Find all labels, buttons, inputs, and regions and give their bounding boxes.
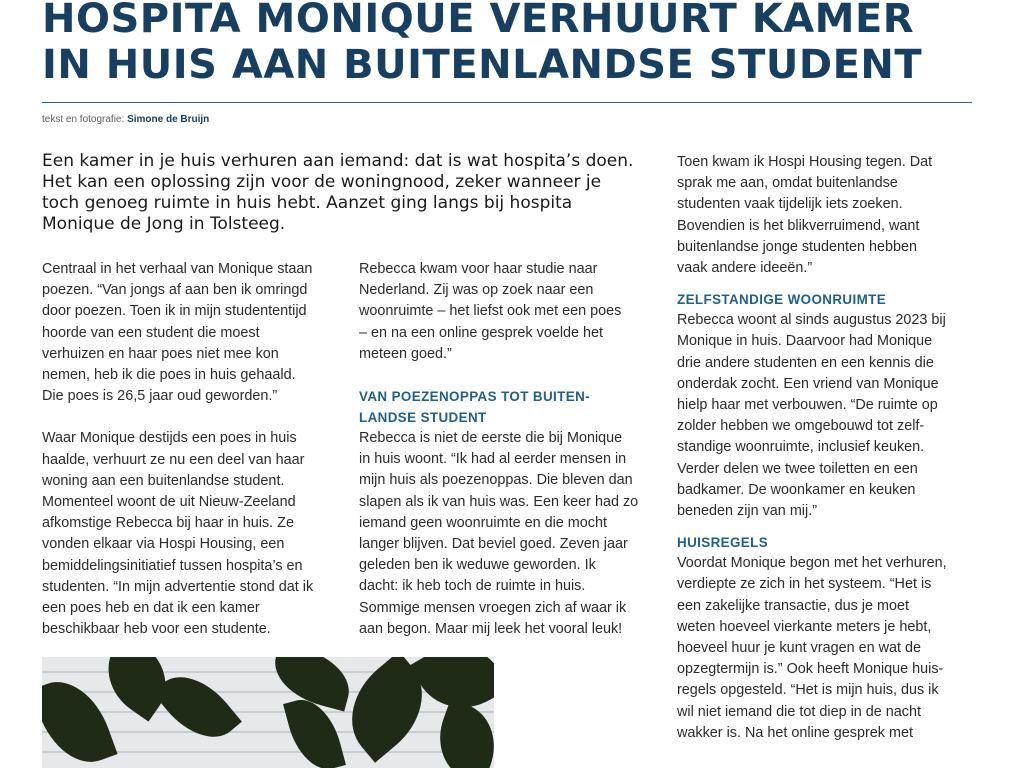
heading-line: LANDSE STUDENT: [359, 410, 487, 426]
intro-line: Het kan een oplossing zijn voor de woningnood, zeker wanneer je: [42, 172, 602, 192]
text-line: Monique in huis. Daarvoor had Monique: [677, 333, 933, 350]
text-line: geleden ben ik weduwe geworden. Ik: [359, 557, 596, 574]
body-paragraph: [677, 152, 977, 279]
section-heading: [359, 386, 659, 428]
intro-line: toch genoeg ruimte in huis hebt. Aanzet ging langs bij hospita: [42, 193, 573, 213]
text-line: studenten. “In mijn advertentie stond dat ik: [42, 578, 314, 595]
text-line: – en na een online gesprek voelde het: [359, 324, 604, 341]
leaf-shape: [427, 699, 494, 768]
text-line: opzegtermijn is.” Ook heeft Monique huis-: [677, 661, 944, 678]
text-line: weten hoeveel vierkante meters je hebt,: [677, 618, 932, 635]
leaf-shape: [42, 669, 118, 768]
intro-line: Monique de Jong in Tolsteeg.: [42, 214, 286, 234]
text-line: Die poes is 26,5 jaar oud geworden.”: [42, 388, 278, 405]
body-paragraph: [677, 553, 977, 744]
text-line: aan begon. Maar mij leek het vooral leuk!: [359, 620, 623, 637]
heading-line: HUISREGELS: [677, 535, 769, 551]
byline: [42, 114, 209, 125]
text-line: langer blijven. Dat beviel goed. Zeven jaar: [359, 536, 628, 553]
text-line: Rebecca is niet de eerste die bij Monique: [359, 430, 623, 447]
text-line: Waar Monique destijds een poes in huis: [42, 430, 297, 447]
article-column-3: [677, 152, 977, 744]
text-line: onderdak zocht. Een vriend van Monique: [677, 375, 939, 392]
heading-line: ZELFSTANDIGE WOONRUIMTE: [677, 292, 887, 308]
leaf-shape: [152, 660, 242, 753]
text-line: hielp haar met verbouwen. “De ruimte op: [677, 397, 938, 414]
text-line: Centraal in het verhaal van Monique staan: [42, 261, 313, 277]
text-line: haalde, verhuurt ze nu een deel van haar: [42, 451, 305, 468]
text-line: een poes heb en dat ik een kamer: [42, 600, 260, 617]
text-line: woning aan een buitenlandse student.: [42, 472, 285, 489]
headline-divider: [42, 102, 972, 103]
text-line: slapen als ik van huis was. Een keer had zo: [359, 493, 639, 510]
text-line: Rebecca woont al sinds augustus 2023 bij: [677, 312, 946, 329]
text-line: vaak andere ideeën.”: [677, 260, 813, 277]
heading-line: VAN POEZENOPPAS TOT BUITEN-: [359, 389, 591, 405]
body-paragraph: [677, 310, 977, 522]
text-line: door poezen. Toen ik in mijn studententijd: [42, 303, 307, 320]
intro-paragraph: [42, 151, 667, 235]
text-line: beneden zijn van mij.”: [677, 503, 817, 520]
text-line: wakker is. Na het online gesprek met: [677, 724, 913, 741]
text-line: iemand geen woonruimte en die mocht: [359, 514, 607, 531]
text-line: hoeveel huur je kunt vragen en wat de: [677, 640, 922, 657]
text-line: Momenteel woont de uit Nieuw-Zeeland: [42, 494, 296, 511]
text-line: een zakelijke transactie, dus je moet: [677, 597, 909, 614]
text-line: nemen, heb ik die poes in huis gehaald.: [42, 367, 296, 384]
byline-author: Simone de Bruijn: [127, 114, 210, 125]
text-line: standige woonruimte, inclusief keuken.: [677, 439, 925, 456]
text-line: Toen kwam ik Hospi Housing tegen. Dat: [677, 154, 933, 170]
intro-line: Een kamer in je huis verhuren aan iemand: dat is wat hospita’s doen.: [42, 151, 634, 171]
body-paragraph: [359, 428, 659, 640]
text-line: in huis woont. “Ik had al eerder mensen in: [359, 451, 627, 468]
section-heading: [677, 289, 977, 310]
text-line: bemiddelingsinitiatief tussen hospita’s en: [42, 557, 303, 574]
body-paragraph: [359, 259, 659, 365]
text-line: dacht: ik heb toch de ruimte in huis.: [359, 578, 586, 595]
text-line: mijn huis als poezenoppas. Die bleven dan: [359, 472, 633, 489]
text-line: Verder delen we twee toiletten en een: [677, 460, 918, 477]
text-line: sprak me aan, omdat buitenlandse: [677, 175, 898, 192]
body-paragraph: [42, 259, 342, 407]
text-line: Bovendien is het blikverruimend, want: [677, 217, 920, 234]
text-line: zolder hebben we omgebouwd tot zelf-: [677, 418, 925, 435]
text-line: verdiepte ze zich in het systeem. “Het is: [677, 576, 932, 593]
body-paragraph: [42, 428, 342, 640]
text-line: beschikbaar heb voor een studente.: [42, 621, 271, 638]
byline-label: tekst en fotografie:: [42, 114, 128, 125]
text-line: verhuizen en haar poes niet mee kon: [42, 345, 279, 362]
text-line: Voordat Monique begon met het verhuren,: [677, 555, 947, 572]
article-column-1: [42, 259, 342, 640]
text-line: buitenlandse jonge studenten hebben: [677, 238, 918, 255]
headline-line-1: HOSPITA MONIQUE VERHUURT KAMER: [42, 0, 915, 42]
article-photo: [42, 657, 494, 768]
text-line: poezen. “Van jongs af aan ben ik omringd: [42, 282, 308, 299]
text-line: Rebecca kwam voor haar studie naar: [359, 261, 598, 277]
text-line: regels opgesteld. “Het is mijn huis, dus ik: [677, 682, 939, 699]
article-column-2: [359, 259, 659, 640]
text-line: drie andere studenten en een kennis die: [677, 354, 934, 371]
text-line: studenten vaak tijdelijk iets zoeken.: [677, 196, 903, 213]
text-line: Nederland. Zij was op zoek naar een: [359, 282, 594, 299]
text-line: vonden elkaar via Hospi Housing, een: [42, 536, 285, 553]
text-line: hoorde van een student die moest: [42, 324, 260, 341]
headline-line-2: IN HUIS AAN BUITENLANDSE STUDENT: [42, 42, 923, 88]
article-headline: [42, 0, 1002, 88]
text-line: badkamer. De woonkamer en keuken: [677, 481, 916, 498]
section-heading: [677, 532, 977, 553]
text-line: meteen goed.”: [359, 345, 452, 362]
text-line: wil niet iemand die tot diep in de nacht: [677, 703, 921, 720]
text-line: woonruimte – het liefst ook met een poes: [359, 303, 622, 320]
text-line: afkomstige Rebecca bij haar in huis. Ze: [42, 515, 294, 532]
text-line: Sommige mensen vroegen zich af waar ik: [359, 599, 627, 616]
